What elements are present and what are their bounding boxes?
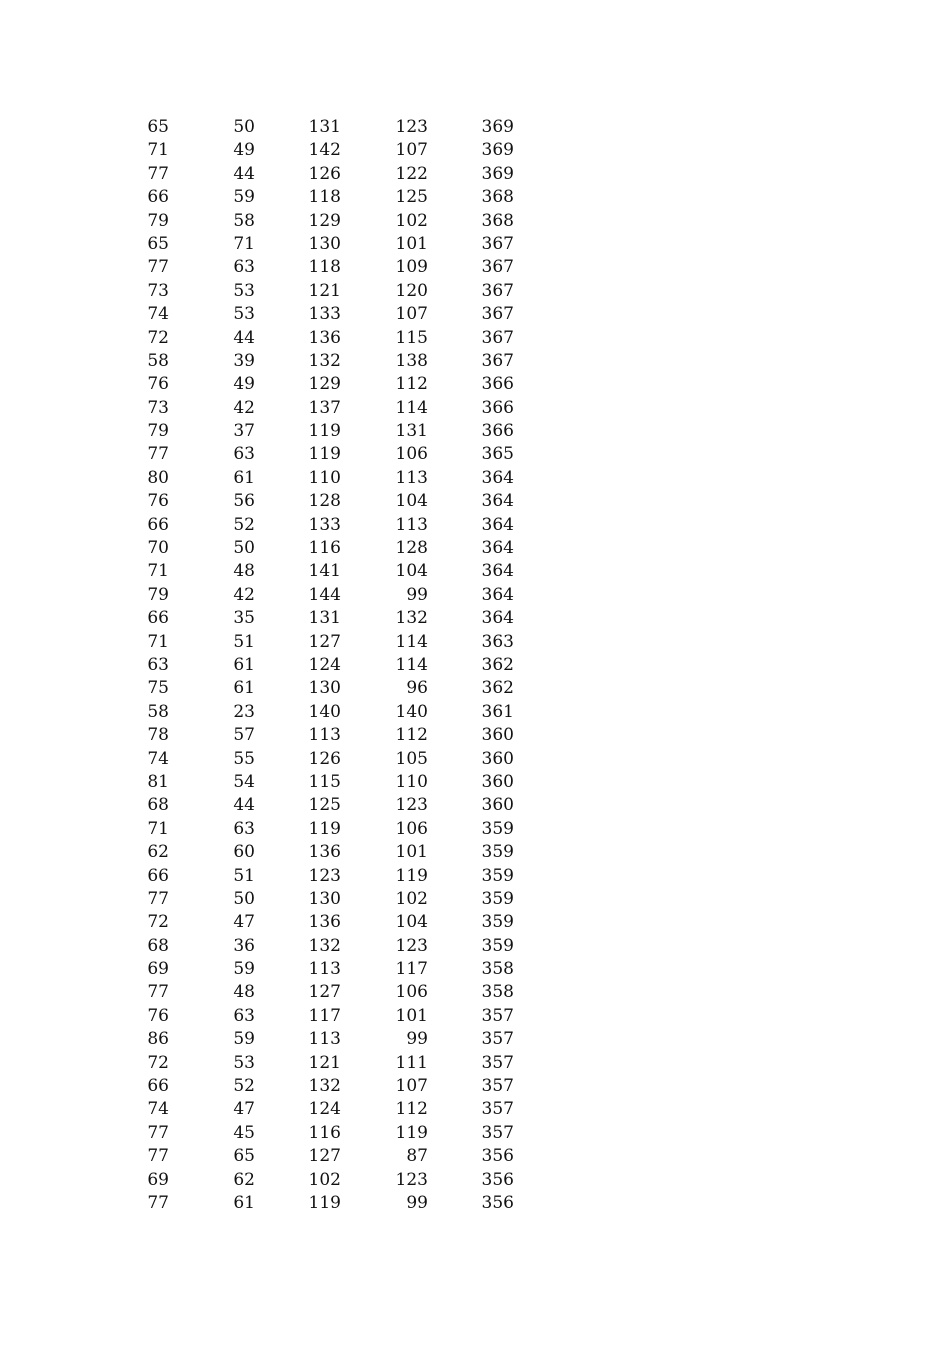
table-row bbox=[0, 210, 950, 233]
table-cell: 123 bbox=[395, 935, 428, 956]
table-cell: 79 bbox=[147, 210, 169, 231]
table-cell: 366 bbox=[481, 421, 514, 442]
table-cell: 59 bbox=[233, 187, 255, 208]
table-cell: 53 bbox=[233, 304, 255, 325]
table-cell: 59 bbox=[233, 959, 255, 980]
table-cell: 117 bbox=[308, 1005, 341, 1026]
table-cell: 367 bbox=[481, 280, 514, 301]
table-cell: 45 bbox=[233, 1122, 255, 1143]
table-cell: 75 bbox=[147, 678, 169, 699]
table-cell: 70 bbox=[147, 538, 169, 559]
table-cell: 61 bbox=[233, 654, 255, 675]
table-cell: 356 bbox=[481, 1146, 514, 1167]
table-cell: 77 bbox=[147, 1122, 169, 1143]
table-cell: 367 bbox=[481, 257, 514, 278]
table-row bbox=[0, 958, 950, 981]
table-cell: 131 bbox=[308, 117, 341, 137]
table-cell: 120 bbox=[395, 280, 428, 301]
table-cell: 114 bbox=[395, 631, 428, 652]
table-cell: 69 bbox=[147, 1169, 169, 1190]
table-cell: 360 bbox=[481, 795, 514, 816]
table-row bbox=[0, 701, 950, 724]
table-cell: 50 bbox=[233, 117, 255, 137]
table-row bbox=[0, 911, 950, 934]
table-cell: 48 bbox=[233, 561, 255, 582]
table-row bbox=[0, 116, 950, 139]
table-row bbox=[0, 350, 950, 373]
table-cell: 129 bbox=[308, 210, 341, 231]
table-cell: 87 bbox=[406, 1146, 428, 1167]
table-cell: 357 bbox=[481, 1052, 514, 1073]
table-cell: 138 bbox=[395, 350, 428, 371]
table-cell: 66 bbox=[147, 514, 169, 535]
table-cell: 44 bbox=[233, 163, 255, 184]
table-cell: 366 bbox=[481, 374, 514, 395]
table-cell: 106 bbox=[395, 818, 428, 839]
table-cell: 127 bbox=[308, 631, 341, 652]
table-cell: 366 bbox=[481, 397, 514, 418]
table-cell: 74 bbox=[147, 748, 169, 769]
table-cell: 42 bbox=[233, 584, 255, 605]
table-cell: 362 bbox=[481, 678, 514, 699]
table-cell: 119 bbox=[395, 865, 428, 886]
table-row bbox=[0, 514, 950, 537]
table-cell: 123 bbox=[395, 795, 428, 816]
table-cell: 115 bbox=[395, 327, 428, 348]
table-cell: 23 bbox=[233, 701, 255, 722]
table-cell: 66 bbox=[147, 865, 169, 886]
table-row bbox=[0, 1075, 950, 1098]
table-cell: 104 bbox=[395, 561, 428, 582]
table-cell: 357 bbox=[481, 1076, 514, 1097]
table-cell: 357 bbox=[481, 1005, 514, 1026]
table-cell: 123 bbox=[395, 1169, 428, 1190]
table-cell: 63 bbox=[233, 444, 255, 465]
table-cell: 113 bbox=[395, 514, 428, 535]
table-row bbox=[0, 303, 950, 326]
table-cell: 367 bbox=[481, 327, 514, 348]
table-cell: 50 bbox=[233, 538, 255, 559]
table-cell: 118 bbox=[308, 187, 341, 208]
table-cell: 119 bbox=[308, 1192, 341, 1213]
table-cell: 122 bbox=[395, 163, 428, 184]
table-row bbox=[0, 677, 950, 700]
table-cell: 107 bbox=[395, 304, 428, 325]
table-cell: 72 bbox=[147, 327, 169, 348]
table-cell: 126 bbox=[308, 748, 341, 769]
table-cell: 51 bbox=[233, 865, 255, 886]
table-row bbox=[0, 865, 950, 888]
table-cell: 76 bbox=[147, 1005, 169, 1026]
table-cell: 102 bbox=[395, 888, 428, 909]
table-cell: 365 bbox=[481, 444, 514, 465]
table-cell: 132 bbox=[308, 1076, 341, 1097]
table-cell: 36 bbox=[233, 935, 255, 956]
table-cell: 53 bbox=[233, 280, 255, 301]
table-cell: 142 bbox=[308, 140, 341, 161]
table-cell: 79 bbox=[147, 584, 169, 605]
table-cell: 47 bbox=[233, 1099, 255, 1120]
table-cell: 364 bbox=[481, 491, 514, 512]
table-cell: 357 bbox=[481, 1122, 514, 1143]
table-cell: 65 bbox=[233, 1146, 255, 1167]
table-cell: 127 bbox=[308, 1146, 341, 1167]
table-cell: 66 bbox=[147, 187, 169, 208]
table-cell: 364 bbox=[481, 584, 514, 605]
table-cell: 58 bbox=[147, 350, 169, 371]
table-cell: 125 bbox=[308, 795, 341, 816]
table-cell: 364 bbox=[481, 514, 514, 535]
table-cell: 96 bbox=[406, 678, 428, 699]
table-cell: 362 bbox=[481, 654, 514, 675]
table-cell: 363 bbox=[481, 631, 514, 652]
table-cell: 78 bbox=[147, 725, 169, 746]
table-cell: 62 bbox=[147, 842, 169, 863]
table-cell: 58 bbox=[147, 701, 169, 722]
table-cell: 130 bbox=[308, 888, 341, 909]
table-cell: 114 bbox=[395, 397, 428, 418]
table-cell: 136 bbox=[308, 327, 341, 348]
table-cell: 68 bbox=[147, 795, 169, 816]
table-cell: 77 bbox=[147, 257, 169, 278]
table-cell: 357 bbox=[481, 1029, 514, 1050]
table-cell: 359 bbox=[481, 842, 514, 863]
table-row bbox=[0, 1145, 950, 1168]
table-row bbox=[0, 841, 950, 864]
table-cell: 42 bbox=[233, 397, 255, 418]
table-cell: 48 bbox=[233, 982, 255, 1003]
table-cell: 360 bbox=[481, 725, 514, 746]
table-cell: 359 bbox=[481, 935, 514, 956]
table-cell: 105 bbox=[395, 748, 428, 769]
table-cell: 123 bbox=[308, 865, 341, 886]
table-cell: 77 bbox=[147, 1146, 169, 1167]
table-cell: 113 bbox=[308, 725, 341, 746]
table-cell: 128 bbox=[308, 491, 341, 512]
table-cell: 357 bbox=[481, 1099, 514, 1120]
table-cell: 356 bbox=[481, 1169, 514, 1190]
table-row bbox=[0, 327, 950, 350]
table-cell: 63 bbox=[147, 654, 169, 675]
table-cell: 44 bbox=[233, 795, 255, 816]
table-cell: 115 bbox=[308, 771, 341, 792]
table-cell: 71 bbox=[147, 818, 169, 839]
table-cell: 107 bbox=[395, 140, 428, 161]
table-row bbox=[0, 233, 950, 256]
table-row bbox=[0, 1098, 950, 1121]
table-cell: 63 bbox=[233, 818, 255, 839]
table-row bbox=[0, 256, 950, 279]
table-cell: 71 bbox=[233, 233, 255, 254]
table-cell: 77 bbox=[147, 163, 169, 184]
table-cell: 119 bbox=[308, 818, 341, 839]
table-cell: 71 bbox=[147, 631, 169, 652]
table-cell: 117 bbox=[395, 959, 428, 980]
table-cell: 71 bbox=[147, 561, 169, 582]
table-cell: 121 bbox=[308, 280, 341, 301]
table-cell: 47 bbox=[233, 912, 255, 933]
table-cell: 113 bbox=[308, 959, 341, 980]
table-cell: 81 bbox=[147, 771, 169, 792]
table-cell: 65 bbox=[147, 233, 169, 254]
table-cell: 123 bbox=[395, 117, 428, 137]
table-cell: 60 bbox=[233, 842, 255, 863]
table-cell: 364 bbox=[481, 467, 514, 488]
table-cell: 116 bbox=[308, 1122, 341, 1143]
table-cell: 356 bbox=[481, 1192, 514, 1213]
table-cell: 59 bbox=[233, 1029, 255, 1050]
table-cell: 358 bbox=[481, 982, 514, 1003]
table-row bbox=[0, 139, 950, 162]
table-cell: 364 bbox=[481, 561, 514, 582]
table-row bbox=[0, 1192, 950, 1215]
table-cell: 131 bbox=[395, 421, 428, 442]
table-cell: 112 bbox=[395, 1099, 428, 1120]
table-row bbox=[0, 888, 950, 911]
table-row bbox=[0, 1122, 950, 1145]
table-cell: 101 bbox=[395, 1005, 428, 1026]
table-cell: 76 bbox=[147, 491, 169, 512]
table-cell: 37 bbox=[233, 421, 255, 442]
table-cell: 359 bbox=[481, 888, 514, 909]
table-cell: 359 bbox=[481, 912, 514, 933]
table-cell: 72 bbox=[147, 912, 169, 933]
table-cell: 77 bbox=[147, 444, 169, 465]
table-cell: 132 bbox=[395, 608, 428, 629]
table-cell: 369 bbox=[481, 140, 514, 161]
table-cell: 99 bbox=[406, 1029, 428, 1050]
table-cell: 130 bbox=[308, 233, 341, 254]
table-cell: 99 bbox=[406, 584, 428, 605]
table-cell: 86 bbox=[147, 1029, 169, 1050]
table-cell: 144 bbox=[308, 584, 341, 605]
table-row bbox=[0, 584, 950, 607]
table-cell: 118 bbox=[308, 257, 341, 278]
table-cell: 119 bbox=[395, 1122, 428, 1143]
table-row bbox=[0, 771, 950, 794]
table-cell: 65 bbox=[147, 117, 169, 137]
table-cell: 101 bbox=[395, 842, 428, 863]
table-cell: 140 bbox=[308, 701, 341, 722]
table-cell: 110 bbox=[395, 771, 428, 792]
table-cell: 56 bbox=[233, 491, 255, 512]
table-cell: 369 bbox=[481, 117, 514, 137]
table-cell: 72 bbox=[147, 1052, 169, 1073]
table-cell: 106 bbox=[395, 444, 428, 465]
table-row bbox=[0, 724, 950, 747]
table-cell: 116 bbox=[308, 538, 341, 559]
table-cell: 79 bbox=[147, 421, 169, 442]
table-cell: 130 bbox=[308, 678, 341, 699]
table-cell: 77 bbox=[147, 1192, 169, 1213]
table-cell: 44 bbox=[233, 327, 255, 348]
table-cell: 369 bbox=[481, 163, 514, 184]
table-cell: 61 bbox=[233, 678, 255, 699]
table-cell: 128 bbox=[395, 538, 428, 559]
table-cell: 35 bbox=[233, 608, 255, 629]
table-row bbox=[0, 1052, 950, 1075]
table-row bbox=[0, 397, 950, 420]
table-row bbox=[0, 981, 950, 1004]
table-row bbox=[0, 748, 950, 771]
table-cell: 55 bbox=[233, 748, 255, 769]
data-table bbox=[0, 116, 950, 1215]
table-row bbox=[0, 631, 950, 654]
table-cell: 131 bbox=[308, 608, 341, 629]
table-cell: 107 bbox=[395, 1076, 428, 1097]
table-cell: 71 bbox=[147, 140, 169, 161]
table-cell: 68 bbox=[147, 935, 169, 956]
table-cell: 61 bbox=[233, 467, 255, 488]
table-cell: 49 bbox=[233, 140, 255, 161]
table-cell: 114 bbox=[395, 654, 428, 675]
table-row bbox=[0, 607, 950, 630]
table-cell: 137 bbox=[308, 397, 341, 418]
table-row bbox=[0, 373, 950, 396]
table-cell: 133 bbox=[308, 514, 341, 535]
table-cell: 39 bbox=[233, 350, 255, 371]
table-cell: 50 bbox=[233, 888, 255, 909]
table-cell: 77 bbox=[147, 982, 169, 1003]
table-cell: 49 bbox=[233, 374, 255, 395]
table-cell: 127 bbox=[308, 982, 341, 1003]
table-row bbox=[0, 163, 950, 186]
table-cell: 52 bbox=[233, 1076, 255, 1097]
table-cell: 119 bbox=[308, 444, 341, 465]
table-cell: 124 bbox=[308, 654, 341, 675]
table-cell: 124 bbox=[308, 1099, 341, 1120]
table-cell: 73 bbox=[147, 280, 169, 301]
table-cell: 111 bbox=[395, 1052, 428, 1073]
table-row bbox=[0, 420, 950, 443]
table-cell: 132 bbox=[308, 350, 341, 371]
table-row bbox=[0, 654, 950, 677]
table-cell: 359 bbox=[481, 865, 514, 886]
table-cell: 104 bbox=[395, 491, 428, 512]
table-row bbox=[0, 560, 950, 583]
table-cell: 74 bbox=[147, 1099, 169, 1120]
table-cell: 77 bbox=[147, 888, 169, 909]
table-cell: 110 bbox=[308, 467, 341, 488]
table-row bbox=[0, 537, 950, 560]
table-row bbox=[0, 490, 950, 513]
table-cell: 367 bbox=[481, 233, 514, 254]
table-cell: 133 bbox=[308, 304, 341, 325]
table-cell: 53 bbox=[233, 1052, 255, 1073]
table-cell: 364 bbox=[481, 538, 514, 559]
table-cell: 66 bbox=[147, 1076, 169, 1097]
table-cell: 106 bbox=[395, 982, 428, 1003]
table-cell: 80 bbox=[147, 467, 169, 488]
table-cell: 101 bbox=[395, 233, 428, 254]
table-cell: 140 bbox=[395, 701, 428, 722]
table-cell: 364 bbox=[481, 608, 514, 629]
table-cell: 99 bbox=[406, 1192, 428, 1213]
table-cell: 367 bbox=[481, 304, 514, 325]
table-cell: 109 bbox=[395, 257, 428, 278]
table-cell: 359 bbox=[481, 818, 514, 839]
table-cell: 73 bbox=[147, 397, 169, 418]
table-cell: 121 bbox=[308, 1052, 341, 1073]
table-cell: 358 bbox=[481, 959, 514, 980]
table-cell: 126 bbox=[308, 163, 341, 184]
table-cell: 132 bbox=[308, 935, 341, 956]
table-cell: 61 bbox=[233, 1192, 255, 1213]
table-row bbox=[0, 1169, 950, 1192]
table-cell: 112 bbox=[395, 725, 428, 746]
table-cell: 102 bbox=[308, 1169, 341, 1190]
table-cell: 57 bbox=[233, 725, 255, 746]
table-cell: 104 bbox=[395, 912, 428, 933]
table-cell: 112 bbox=[395, 374, 428, 395]
table-cell: 54 bbox=[233, 771, 255, 792]
table-row bbox=[0, 443, 950, 466]
table-cell: 129 bbox=[308, 374, 341, 395]
table-cell: 74 bbox=[147, 304, 169, 325]
table-row bbox=[0, 818, 950, 841]
table-cell: 367 bbox=[481, 350, 514, 371]
table-cell: 368 bbox=[481, 187, 514, 208]
table-cell: 69 bbox=[147, 959, 169, 980]
table-row bbox=[0, 1028, 950, 1051]
table-row bbox=[0, 935, 950, 958]
table-cell: 113 bbox=[308, 1029, 341, 1050]
table-cell: 119 bbox=[308, 421, 341, 442]
table-cell: 136 bbox=[308, 912, 341, 933]
table-cell: 63 bbox=[233, 1005, 255, 1026]
table-cell: 58 bbox=[233, 210, 255, 231]
table-cell: 136 bbox=[308, 842, 341, 863]
table-cell: 141 bbox=[308, 561, 341, 582]
table-cell: 76 bbox=[147, 374, 169, 395]
table-cell: 125 bbox=[395, 187, 428, 208]
table-cell: 113 bbox=[395, 467, 428, 488]
table-row bbox=[0, 280, 950, 303]
table-cell: 360 bbox=[481, 771, 514, 792]
table-cell: 361 bbox=[481, 701, 514, 722]
table-row bbox=[0, 186, 950, 209]
table-row bbox=[0, 467, 950, 490]
table-cell: 102 bbox=[395, 210, 428, 231]
table-cell: 52 bbox=[233, 514, 255, 535]
table-cell: 66 bbox=[147, 608, 169, 629]
table-cell: 62 bbox=[233, 1169, 255, 1190]
table-row bbox=[0, 794, 950, 817]
table-cell: 51 bbox=[233, 631, 255, 652]
table-cell: 368 bbox=[481, 210, 514, 231]
table-cell: 360 bbox=[481, 748, 514, 769]
table-cell: 63 bbox=[233, 257, 255, 278]
table-row bbox=[0, 1005, 950, 1028]
